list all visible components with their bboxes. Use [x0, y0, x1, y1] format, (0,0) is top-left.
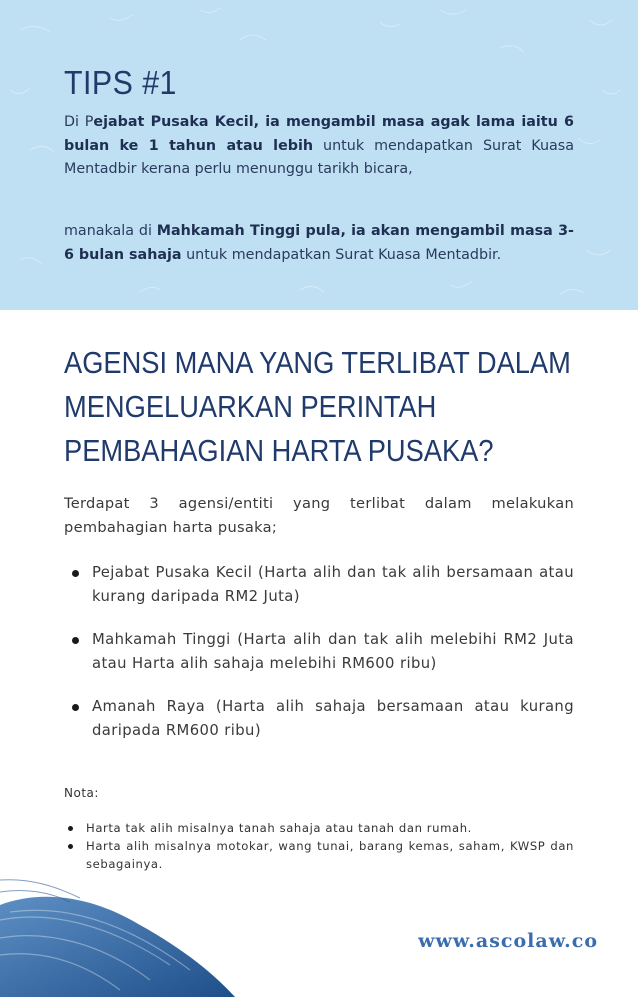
- list-item: Amanah Raya (Harta alih sahaja bersamaan atau kurang daripada RM600 ribu): [64, 695, 574, 743]
- tips-paragraph-1: Di Pejabat Pusaka Kecil, ia mengambil masa agak lama iaitu 6 bulan ke 1 tahun atau lebih untuk mendapatkan Surat Kuasa Mentadbir kerana perlu menunggu tarikh bicara,: [64, 114, 574, 177]
- list-item: Pejabat Pusaka Kecil (Harta alih dan tak alih bersamaan atau kurang daripada RM2 Juta): [64, 561, 574, 609]
- agency-list: [64, 561, 574, 762]
- bullet-icon: [72, 637, 79, 644]
- heading-line: PEMBAHAGIAN HARTA PUSAKA?: [64, 433, 494, 468]
- website-link[interactable]: www.ascolaw.co: [418, 930, 598, 952]
- bullet-icon: [72, 704, 79, 711]
- list-item: Harta tak alih misalnya tanah sahaja atau tanah dan rumah.: [64, 819, 574, 837]
- bullet-icon: [68, 844, 73, 849]
- brush-stroke-decoration: [0, 850, 240, 997]
- list-item: Mahkamah Tinggi (Harta alih dan tak alih melebihi RM2 Juta atau Harta alih sahaja melebihi RM600 ribu): [64, 628, 574, 676]
- list-item: Harta alih misalnya motokar, wang tunai, barang kemas, saham, KWSP dan sebagainya.: [64, 837, 574, 873]
- intro-text: Terdapat 3 agensi/entiti yang terlibat dalam melakukan pembahagian harta pusaka;: [64, 495, 574, 536]
- section-heading: [64, 341, 571, 473]
- heading-line: AGENSI MANA YANG TERLIBAT DALAM: [64, 345, 571, 380]
- tips-paragraph-2: manakala di Mahkamah Tinggi pula, ia akan mengambil masa 3-6 bulan sahaja untuk mendapatkan Surat Kuasa Mentadbir.: [64, 223, 574, 263]
- tips-title: TIPS #1: [64, 64, 177, 101]
- bullet-icon: [72, 570, 79, 577]
- heading-line: MENGELUARKAN PERINTAH: [64, 389, 437, 424]
- bullet-icon: [68, 826, 73, 831]
- nota-label: Nota:: [64, 786, 99, 800]
- tips-section: [0, 0, 638, 310]
